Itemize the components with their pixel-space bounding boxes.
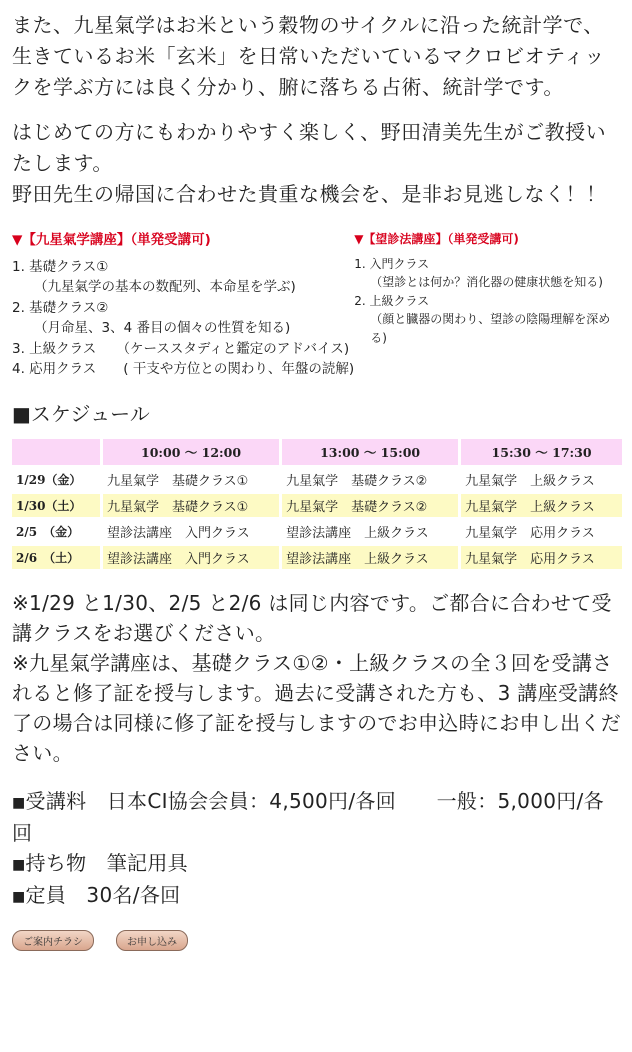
schedule-cell: 九星氣学 応用クラス [465, 525, 595, 541]
boushin-item [354, 255, 622, 292]
schedule-date: 1/30（土） [12, 494, 100, 517]
boushin-course-list [354, 230, 622, 380]
kyusei-item [12, 257, 354, 298]
items-line [12, 848, 622, 880]
schedule-heading: ■スケジュール [12, 401, 150, 426]
capacity-text: 定員 30名/各回 [25, 882, 181, 907]
boushin-course-title: ▼【望診法講座】（単発受講可) [354, 232, 519, 246]
schedule-column-header: 15:30 〜 17:30 [461, 439, 622, 465]
course-columns [12, 230, 622, 380]
boushin-item-label: 2. 上級クラス [354, 293, 430, 308]
schedule-column-header: 10:00 〜 12:00 [103, 439, 279, 465]
table-row [12, 546, 622, 569]
note-certificate: ※九星氣学講座は、基礎クラス①②・上級クラスの全３回を受講されると修了証を授与します。過去に受講された方も、3 講座受講終了の場合は同様に修了証を授与しますのでお申込時にお申し出ください。 [12, 650, 621, 765]
kyusei-item-label: 3. 上級クラス （ケーススタディと鑑定のアドバイス) [12, 340, 350, 357]
kyusei-item [12, 298, 354, 339]
schedule-corner [12, 439, 100, 465]
kyusei-item-label: 2. 基礎クラス② [12, 299, 109, 316]
boushin-item-label: 1. 入門クラス [354, 256, 430, 271]
boushin-item [354, 292, 622, 348]
note-same-content: ※1/29 と1/30、2/5 と2/6 は同じ内容です。ご都合に合わせて受講クラスをお選びください。 [12, 590, 612, 645]
schedule-cell: 九星氣学 応用クラス [461, 546, 622, 569]
schedule-cell: 九星氣学 基礎クラス① [103, 494, 279, 517]
square-bullet-icon: ■ [12, 888, 26, 905]
schedule-cell: 望診法講座 上級クラス [286, 525, 429, 541]
fee-text: 受講料 日本CI協会会員：4,500円/各回 一般：5,000円/各回 [12, 788, 604, 845]
intro-paragraph-2: はじめての方にもわかりやすく楽しく、野田清美先生がご教授いたします。 野田先生の帰国に合わせた貴重な機会を、是非お見逃しなく！！ [12, 120, 607, 206]
square-bullet-icon: ■ [12, 856, 26, 873]
schedule-date: 1/29（金） [16, 472, 82, 487]
intro-paragraph-1: また、九星氣学はお米という穀物のサイクルに沿った統計学で、生きているお米「玄米」を日常いただいているマクロビオティックを学ぶ方には良く分かり、腑に落ちる占術、統計学です。 [12, 13, 605, 99]
schedule-cell: 九星氣学 上級クラス [465, 473, 595, 489]
schedule-cell: 九星氣学 基礎クラス① [107, 473, 249, 489]
kyusei-course-title: ▼【九星氣学講座】（単発受講可) [12, 232, 211, 248]
capacity-line [12, 880, 622, 912]
boushin-item-desc: （望診とは何か？消化器の健康状態を知る) [370, 275, 603, 289]
course-info [12, 786, 622, 912]
schedule-table [9, 436, 625, 572]
schedule-date: 2/6 （土） [12, 546, 100, 569]
button-row [12, 930, 622, 951]
kyusei-item-label: 1. 基礎クラス① [12, 258, 109, 275]
kyusei-item-desc: （月命星、3、4 番目の個々の性質を知る) [34, 320, 291, 336]
schedule-cell: 望診法講座 上級クラス [282, 546, 458, 569]
apply-button[interactable]: お申し込み [116, 930, 188, 951]
boushin-item-desc: （顔と臓器の関わり、望診の陰陽理解を深める) [370, 312, 611, 345]
square-bullet-icon: ■ [12, 794, 26, 811]
schedule-cell: 望診法講座 入門クラス [103, 546, 279, 569]
kyusei-item-desc: （九星氣学の基本の数配列、本命星を学ぶ) [34, 279, 296, 295]
schedule-cell: 九星氣学 基礎クラス② [282, 494, 458, 517]
kyusei-item [12, 339, 354, 360]
schedule-cell: 九星氣学 上級クラス [461, 494, 622, 517]
schedule-cell: 望診法講座 入門クラス [107, 525, 250, 541]
kyusei-item [12, 359, 354, 380]
schedule-header-row [12, 439, 622, 465]
kyusei-item-label: 4. 応用クラス ( 干支や方位との関わり、年盤の読解) [12, 361, 355, 377]
schedule-date: 2/5 （金） [16, 524, 80, 539]
items-text: 持ち物 筆記用具 [25, 850, 188, 875]
table-row [12, 520, 622, 543]
schedule-cell: 九星氣学 基礎クラス② [286, 473, 428, 489]
fee-line [12, 786, 622, 848]
schedule-column-header: 13:00 〜 15:00 [282, 439, 458, 465]
table-row [12, 494, 622, 517]
kyusei-course-list [12, 230, 354, 380]
table-row [12, 468, 622, 491]
flyer-button[interactable]: ご案内チラシ [12, 930, 94, 951]
